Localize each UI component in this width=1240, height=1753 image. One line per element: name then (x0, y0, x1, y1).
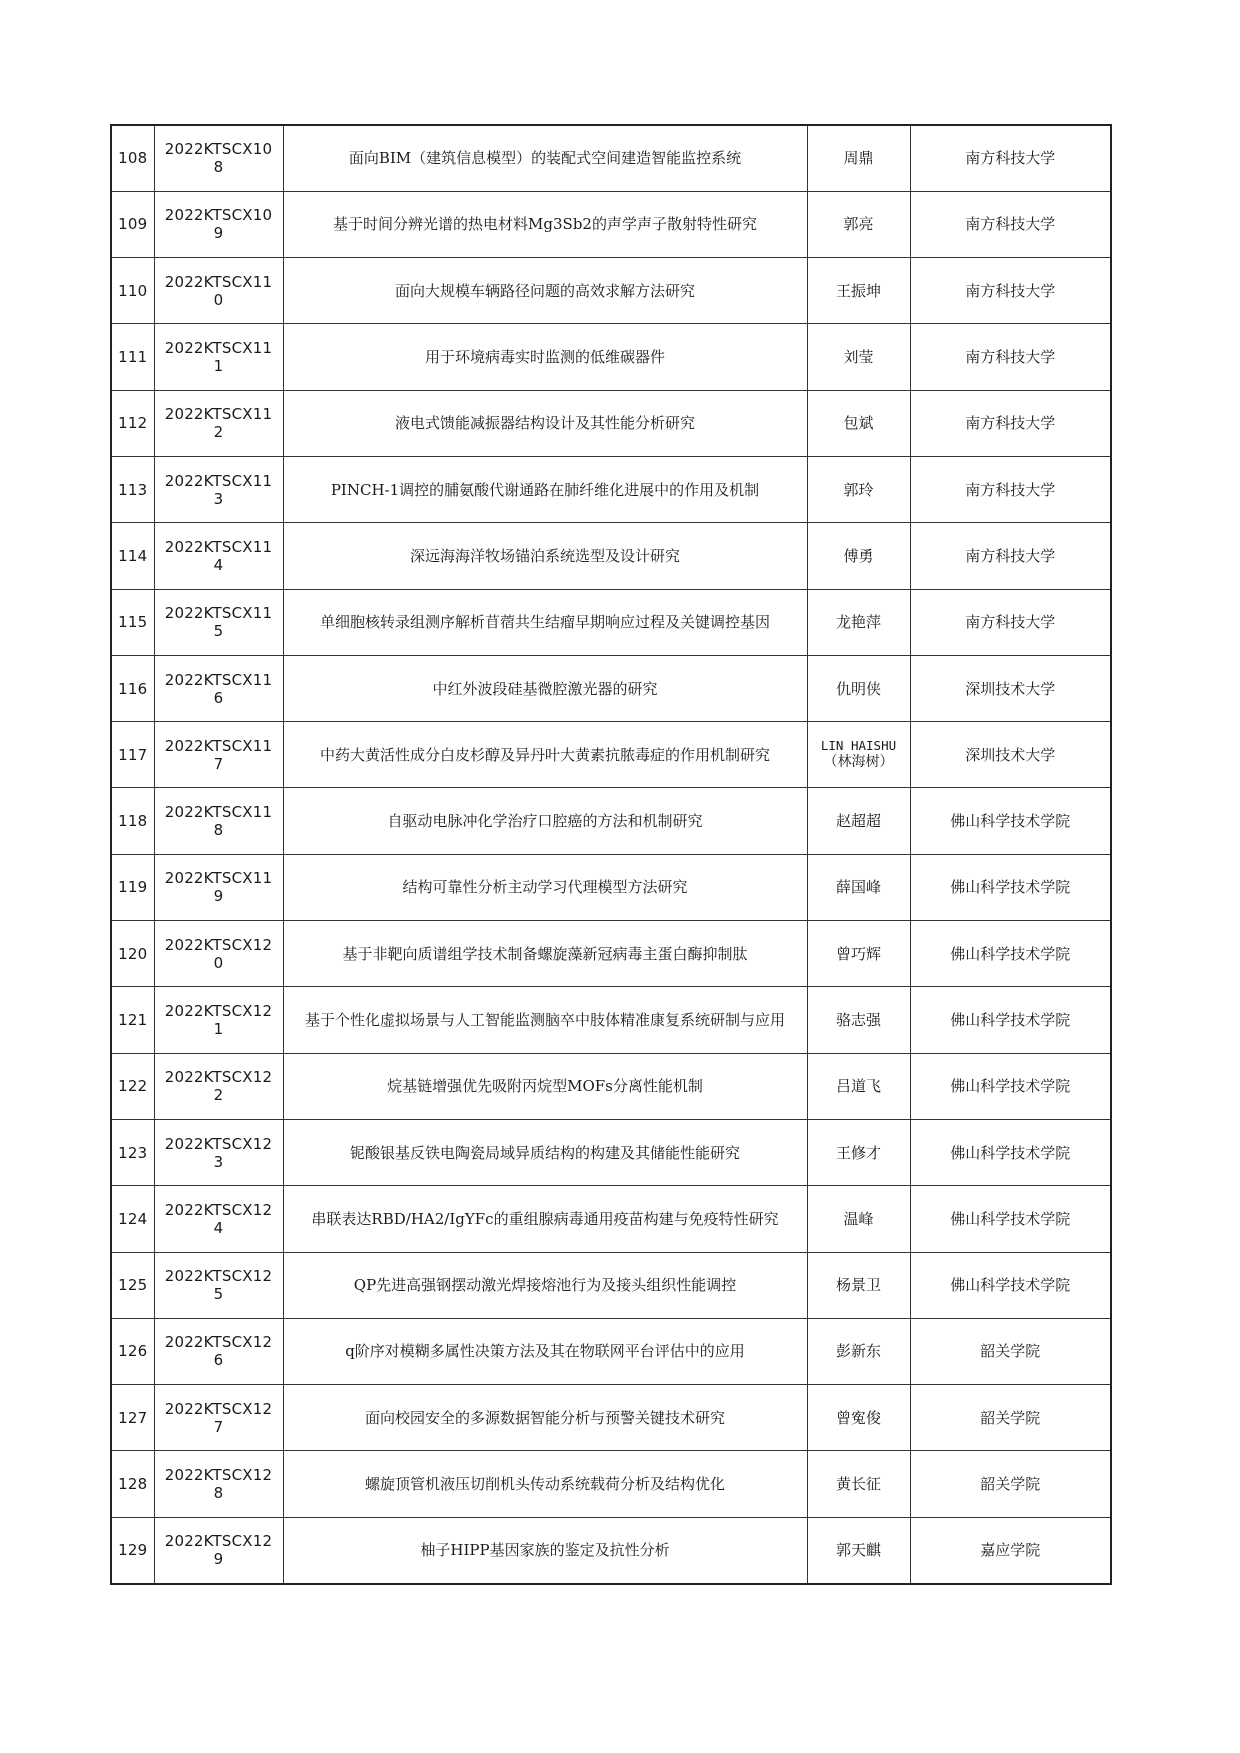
cell-institution: 南方科技大学 (910, 523, 1111, 589)
cell-institution: 嘉应学院 (910, 1517, 1111, 1583)
cell-project-leader: 郭亮 (807, 191, 910, 257)
cell-institution: 佛山科学技术学院 (910, 987, 1111, 1053)
cell-number: 113 (111, 456, 154, 522)
cell-number: 117 (111, 722, 154, 788)
cell-institution: 佛山科学技术学院 (910, 1186, 1111, 1252)
table-row (111, 589, 1111, 655)
cell-project-title: 面向BIM（建筑信息模型）的装配式空间建造智能监控系统 (283, 125, 807, 191)
cell-number: 119 (111, 854, 154, 920)
cell-number: 126 (111, 1318, 154, 1384)
cell-project-title: 面向校园安全的多源数据智能分析与预警关键技术研究 (283, 1385, 807, 1451)
cell-project-leader: 王修才 (807, 1119, 910, 1185)
cell-number: 127 (111, 1385, 154, 1451)
cell-project-code: 2022KTSCX129 (154, 1517, 283, 1583)
cell-number: 108 (111, 125, 154, 191)
cell-number: 125 (111, 1252, 154, 1318)
cell-project-code: 2022KTSCX110 (154, 258, 283, 324)
cell-institution: 南方科技大学 (910, 258, 1111, 324)
cell-number: 112 (111, 390, 154, 456)
cell-project-title: 液电式馈能减振器结构设计及其性能分析研究 (283, 390, 807, 456)
cell-number: 123 (111, 1119, 154, 1185)
cell-project-title: 螺旋顶管机液压切削机头传动系统载荷分析及结构优化 (283, 1451, 807, 1517)
cell-project-leader: 龙艳萍 (807, 589, 910, 655)
cell-number: 111 (111, 324, 154, 390)
table-row (111, 125, 1111, 191)
cell-institution: 南方科技大学 (910, 456, 1111, 522)
table-row (111, 1053, 1111, 1119)
cell-project-title: 深远海海洋牧场锚泊系统选型及设计研究 (283, 523, 807, 589)
cell-project-code: 2022KTSCX112 (154, 390, 283, 456)
cell-project-title: QP先进高强钢摆动激光焊接熔池行为及接头组织性能调控 (283, 1252, 807, 1318)
cell-project-code: 2022KTSCX126 (154, 1318, 283, 1384)
cell-project-title: 铌酸银基反铁电陶瓷局域异质结构的构建及其储能性能研究 (283, 1119, 807, 1185)
cell-institution: 深圳技术大学 (910, 655, 1111, 721)
cell-institution: 南方科技大学 (910, 390, 1111, 456)
cell-project-code: 2022KTSCX119 (154, 854, 283, 920)
cell-project-title: 串联表达RBD/HA2/IgYFc的重组腺病毒通用疫苗构建与免疫特性研究 (283, 1186, 807, 1252)
table-row (111, 456, 1111, 522)
table-row (111, 258, 1111, 324)
table-row (111, 1252, 1111, 1318)
leader-name-chinese: （林海树） (823, 754, 894, 771)
cell-project-title: 用于环境病毒实时监测的低维碳器件 (283, 324, 807, 390)
cell-project-code: 2022KTSCX113 (154, 456, 283, 522)
cell-number: 121 (111, 987, 154, 1053)
table-row (111, 854, 1111, 920)
cell-institution: 韶关学院 (910, 1318, 1111, 1384)
cell-project-leader: 傅勇 (807, 523, 910, 589)
cell-number: 109 (111, 191, 154, 257)
cell-project-title: 基于时间分辨光谱的热电材料Mg3Sb2的声学声子散射特性研究 (283, 191, 807, 257)
cell-project-leader: 王振坤 (807, 258, 910, 324)
cell-project-title: 单细胞核转录组测序解析苜蓿共生结瘤早期响应过程及关键调控基因 (283, 589, 807, 655)
cell-project-leader: 杨景卫 (807, 1252, 910, 1318)
cell-project-leader (807, 722, 910, 788)
cell-project-leader: 彭新东 (807, 1318, 910, 1384)
cell-project-leader: 黄长征 (807, 1451, 910, 1517)
cell-institution: 佛山科学技术学院 (910, 1119, 1111, 1185)
table-row (111, 1186, 1111, 1252)
cell-project-title: 柚子HIPP基因家族的鉴定及抗性分析 (283, 1517, 807, 1583)
cell-project-code: 2022KTSCX116 (154, 655, 283, 721)
cell-project-leader: 周鼎 (807, 125, 910, 191)
table-row (111, 921, 1111, 987)
table-row (111, 655, 1111, 721)
cell-project-code: 2022KTSCX124 (154, 1186, 283, 1252)
cell-number: 122 (111, 1053, 154, 1119)
table-row (111, 987, 1111, 1053)
cell-project-leader: 吕道飞 (807, 1053, 910, 1119)
cell-number: 114 (111, 523, 154, 589)
cell-project-code: 2022KTSCX108 (154, 125, 283, 191)
cell-number: 116 (111, 655, 154, 721)
cell-project-leader: 刘莹 (807, 324, 910, 390)
table-body (111, 125, 1111, 1584)
cell-project-code: 2022KTSCX109 (154, 191, 283, 257)
cell-project-title: PINCH-1调控的脯氨酸代谢通路在肺纤维化进展中的作用及机制 (283, 456, 807, 522)
cell-project-code: 2022KTSCX115 (154, 589, 283, 655)
cell-number: 124 (111, 1186, 154, 1252)
cell-institution: 佛山科学技术学院 (910, 1252, 1111, 1318)
cell-project-leader: 薛国峰 (807, 854, 910, 920)
cell-project-title: 中红外波段硅基微腔激光器的研究 (283, 655, 807, 721)
project-list-table (110, 124, 1112, 1585)
cell-project-code: 2022KTSCX128 (154, 1451, 283, 1517)
cell-institution: 韶关学院 (910, 1385, 1111, 1451)
cell-project-title: 基于个性化虚拟场景与人工智能监测脑卒中肢体精准康复系统研制与应用 (283, 987, 807, 1053)
cell-project-leader: 仇明侠 (807, 655, 910, 721)
cell-number: 110 (111, 258, 154, 324)
table-row (111, 324, 1111, 390)
leader-name-latin: LIN HAISHU (820, 738, 897, 754)
table-row (111, 1318, 1111, 1384)
cell-project-code: 2022KTSCX127 (154, 1385, 283, 1451)
table-row (111, 191, 1111, 257)
cell-number: 120 (111, 921, 154, 987)
cell-project-code: 2022KTSCX111 (154, 324, 283, 390)
cell-institution: 南方科技大学 (910, 589, 1111, 655)
cell-project-title: q阶序对模糊多属性决策方法及其在物联网平台评估中的应用 (283, 1318, 807, 1384)
cell-institution: 韶关学院 (910, 1451, 1111, 1517)
cell-institution: 佛山科学技术学院 (910, 921, 1111, 987)
cell-institution: 南方科技大学 (910, 125, 1111, 191)
table-row (111, 390, 1111, 456)
cell-institution: 深圳技术大学 (910, 722, 1111, 788)
cell-number: 118 (111, 788, 154, 854)
cell-project-leader: 赵超超 (807, 788, 910, 854)
table-row (111, 1119, 1111, 1185)
table-row (111, 523, 1111, 589)
cell-project-code: 2022KTSCX121 (154, 987, 283, 1053)
cell-institution: 佛山科学技术学院 (910, 788, 1111, 854)
cell-project-title: 基于非靶向质谱组学技术制备螺旋藻新冠病毒主蛋白酶抑制肽 (283, 921, 807, 987)
cell-project-code: 2022KTSCX118 (154, 788, 283, 854)
cell-project-title: 烷基链增强优先吸附丙烷型MOFs分离性能机制 (283, 1053, 807, 1119)
cell-institution: 南方科技大学 (910, 324, 1111, 390)
cell-project-code: 2022KTSCX117 (154, 722, 283, 788)
cell-project-title: 面向大规模车辆路径问题的高效求解方法研究 (283, 258, 807, 324)
cell-project-code: 2022KTSCX125 (154, 1252, 283, 1318)
table-row (111, 1385, 1111, 1451)
cell-number: 128 (111, 1451, 154, 1517)
cell-project-code: 2022KTSCX114 (154, 523, 283, 589)
table-row (111, 1451, 1111, 1517)
table-row (111, 1517, 1111, 1583)
cell-number: 115 (111, 589, 154, 655)
table-row (111, 788, 1111, 854)
cell-project-code: 2022KTSCX122 (154, 1053, 283, 1119)
cell-institution: 佛山科学技术学院 (910, 854, 1111, 920)
cell-project-leader: 郭天麒 (807, 1517, 910, 1583)
cell-project-leader: 温峰 (807, 1186, 910, 1252)
table-row (111, 722, 1111, 788)
cell-project-leader: 郭玲 (807, 456, 910, 522)
cell-project-title: 自驱动电脉冲化学治疗口腔癌的方法和机制研究 (283, 788, 807, 854)
cell-project-leader: 骆志强 (807, 987, 910, 1053)
cell-institution: 佛山科学技术学院 (910, 1053, 1111, 1119)
cell-institution: 南方科技大学 (910, 191, 1111, 257)
cell-project-title: 中药大黄活性成分白皮杉醇及异丹叶大黄素抗脓毒症的作用机制研究 (283, 722, 807, 788)
cell-project-code: 2022KTSCX120 (154, 921, 283, 987)
cell-project-title: 结构可靠性分析主动学习代理模型方法研究 (283, 854, 807, 920)
cell-project-leader: 曾巧辉 (807, 921, 910, 987)
cell-project-leader: 包斌 (807, 390, 910, 456)
cell-number: 129 (111, 1517, 154, 1583)
cell-project-leader: 曾寃俊 (807, 1385, 910, 1451)
cell-project-code: 2022KTSCX123 (154, 1119, 283, 1185)
